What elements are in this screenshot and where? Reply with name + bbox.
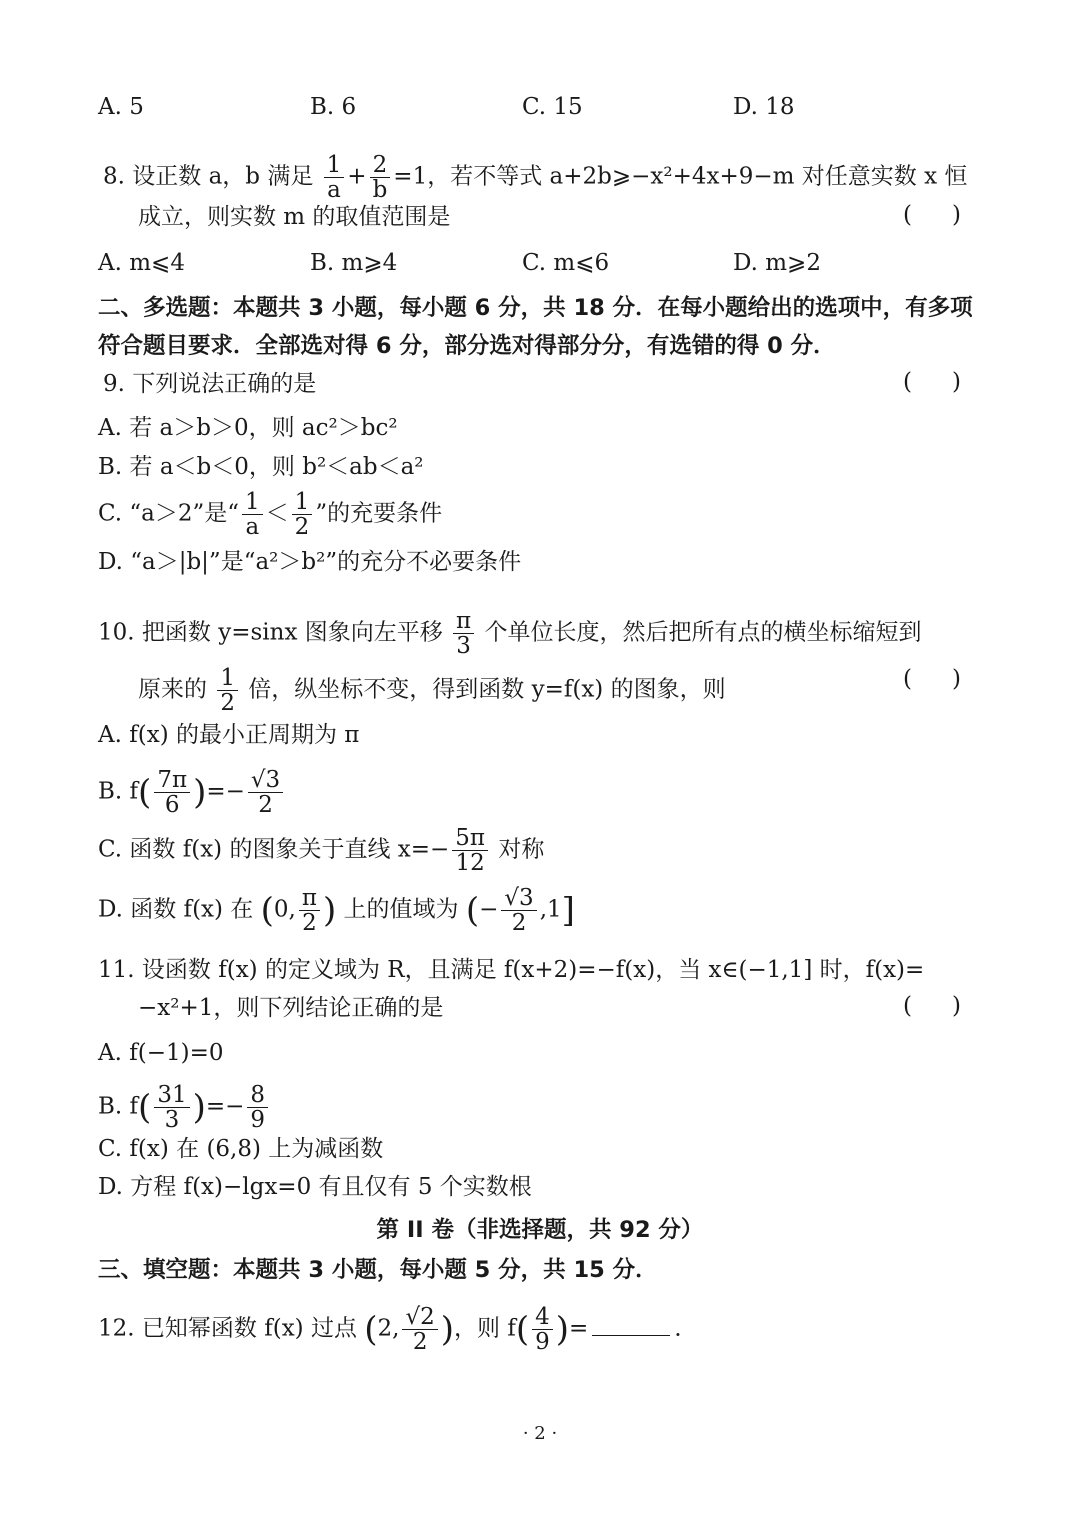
q8-number: 8. (103, 163, 125, 190)
q11-option-b (98, 1083, 271, 1132)
q10-d-lparen-2: ( (465, 890, 480, 931)
q12-rparen-2: ) (555, 1309, 570, 1350)
q8-stem-line2: 成立，则实数 m 的取值范围是 (138, 204, 451, 230)
q10-number: 10. (98, 619, 135, 646)
q11-number: 11. (98, 957, 135, 983)
q10-d-lparen-1: ( (260, 890, 274, 931)
q9-option-d: D. “a＞|b|”是“a²＞b²”的充分不必要条件 (98, 549, 522, 575)
q10-d-rbracket: ] (561, 890, 575, 931)
q10-answer-paren: () (903, 666, 1001, 692)
q12-fraction-1: $\frac{√2}{2}$ (402, 1305, 437, 1354)
q9-option-c (98, 490, 442, 539)
q11-stem-line2: −x²+1，则下列结论正确的是 (138, 995, 444, 1021)
q10-stem-line2 (138, 666, 726, 715)
q11-option-c: C. f(x) 在 (6,8) 上为减函数 (98, 1136, 384, 1162)
part2-title: 第 II 卷（非选择题，共 92 分） (376, 1217, 704, 1243)
q10-d-fraction-2: $\frac{√3}{2}$ (501, 886, 536, 935)
q12-stem (98, 1305, 697, 1354)
q11-option-d: D. 方程 f(x)−lgx=0 有且仅有 5 个实数根 (98, 1174, 532, 1200)
q10-d-mid: 上的值域为 (343, 896, 459, 923)
q11-stem-line1 (98, 955, 924, 985)
q8-option-c: C. m⩽6 (522, 250, 610, 276)
q8-answer-paren: () (903, 202, 1001, 228)
q8-stem-line1 (103, 153, 967, 202)
q11-b-lparen: ( (138, 1087, 152, 1128)
q8-stem-post: =1，若不等式 a+2b⩾−x²+4x+9−m 对任意实数 x 恒 (393, 163, 968, 190)
q10-b-mid: =− (206, 778, 245, 805)
q11-b-pre: B. f (98, 1093, 139, 1120)
q10-b-fraction-2: $\frac{√3}{2}$ (248, 768, 283, 817)
q8-stem-pre: 设正数 a，b 满足 (132, 163, 314, 190)
q10-fraction-pi-3: $\frac{\pi}{3}$ (453, 609, 474, 658)
q8-fraction-1: $\frac{1}{a}$ (324, 153, 345, 202)
q9-stem-text: 下列说法正确的是 (132, 371, 317, 397)
q10-d-rparen-1: ) (322, 890, 337, 931)
q7-option-d: D. 18 (733, 94, 795, 120)
q9-number: 9. (103, 371, 125, 397)
q10-option-c (98, 826, 544, 875)
q9-c-fraction-1: $\frac{1}{a}$ (242, 490, 263, 539)
q8-fraction-2: $\frac{2}{b}$ (370, 153, 391, 202)
q9-c-pre: C. “a＞2”是“ (98, 500, 240, 527)
q9-c-fraction-2: $\frac{1}{2}$ (292, 490, 313, 539)
q10-b-pre: B. f (98, 778, 139, 805)
q8-plus: + (347, 163, 367, 190)
q10-b-rparen: ) (193, 772, 207, 813)
q7-option-b: B. 6 (310, 94, 357, 120)
q12-fraction-2: $\frac{4}{9}$ (532, 1305, 553, 1354)
q10-l2-pre: 原来的 (138, 676, 207, 703)
q11-b-mid: =− (205, 1093, 245, 1120)
page-number: · 2 · (522, 1423, 558, 1444)
section3-heading: 三、填空题：本题共 3 小题，每小题 5 分，共 15 分． (98, 1257, 658, 1283)
q12-lparen-1: ( (364, 1309, 378, 1350)
q12-equals: = (569, 1315, 589, 1342)
q10-fraction-half: $\frac{1}{2}$ (217, 666, 238, 715)
q11-b-fraction-2: $\frac{8}{9}$ (247, 1083, 268, 1132)
q10-d-interval2-sign: − (479, 896, 499, 923)
q9-option-b: B. 若 a＜b＜0，则 b²＜ab＜a² (98, 454, 424, 480)
q10-c-pre: C. 函数 f(x) 的图象关于直线 x=− (98, 836, 450, 863)
q9-c-post: ”的充要条件 (315, 500, 443, 527)
q12-point-x: 2, (377, 1315, 400, 1342)
section2-heading-line2: 符合题目要求．全部选对得 6 分，部分选对得部分分，有选错的得 0 分． (98, 333, 836, 359)
q12-lparen-2: ( (515, 1309, 530, 1350)
q12-end: ． (674, 1315, 698, 1342)
q10-d-pre: D. 函数 f(x) 在 (98, 896, 254, 923)
q9-stem (103, 369, 316, 399)
q12-mid: ，则 f (454, 1315, 516, 1342)
q10-option-a: A. f(x) 的最小正周期为 π (98, 722, 360, 748)
q10-b-lparen: ( (138, 772, 152, 813)
q11-stem-line1-text: 设函数 f(x) 的定义域为 R，且满足 f(x+2)=−f(x)，当 x∈(−1,1] 时，f(x)= (141, 957, 925, 983)
q9-option-a: A. 若 a＞b＞0，则 ac²＞bc² (98, 415, 398, 441)
q10-c-fraction: $\frac{5\pi}{12}$ (452, 826, 488, 875)
q10-d-interval1-start: 0, (273, 896, 296, 923)
section2-heading-line1: 二、多选题：本题共 3 小题，每小题 6 分，共 18 分．在每小题给出的选项中，有多项 (98, 295, 973, 321)
q9-c-mid: ＜ (265, 500, 289, 527)
q10-option-b (98, 768, 286, 817)
q9-answer-paren: () (903, 369, 1001, 395)
q10-stem-pre: 把函数 y=sinx 图象向左平移 (141, 619, 443, 646)
q7-option-c: C. 15 (522, 94, 583, 120)
q12-number: 12. (98, 1315, 135, 1342)
q7-option-a: A. 5 (98, 94, 144, 120)
q8-option-a: A. m⩽4 (98, 250, 185, 276)
q10-l2-post: 倍，纵坐标不变，得到函数 y=f(x) 的图象，则 (248, 676, 726, 703)
q10-stem-post: 个单位长度，然后把所有点的横坐标缩短到 (484, 619, 922, 646)
q11-b-fraction-1: $\frac{31}{3}$ (154, 1083, 189, 1132)
q10-b-fraction-1: $\frac{7\pi}{6}$ (154, 768, 190, 817)
q10-stem-line1 (98, 609, 921, 658)
q8-option-d: D. m⩾2 (733, 250, 821, 276)
q12-stem-pre: 已知幂函数 f(x) 过点 (141, 1315, 357, 1342)
q12-rparen-1: ) (440, 1309, 455, 1350)
q10-option-d (98, 886, 575, 935)
q10-d-fraction-1: $\frac{\pi}{2}$ (299, 886, 320, 935)
q11-option-a: A. f(−1)=0 (98, 1040, 224, 1066)
q11-b-rparen: ) (192, 1087, 206, 1128)
q10-c-post: 对称 (498, 836, 545, 863)
q11-answer-paren: () (903, 993, 1001, 1019)
q12-answer-blank[interactable] (592, 1335, 670, 1336)
q10-d-interval2-end: ,1 (539, 896, 562, 923)
q8-option-b: B. m⩾4 (310, 250, 398, 276)
